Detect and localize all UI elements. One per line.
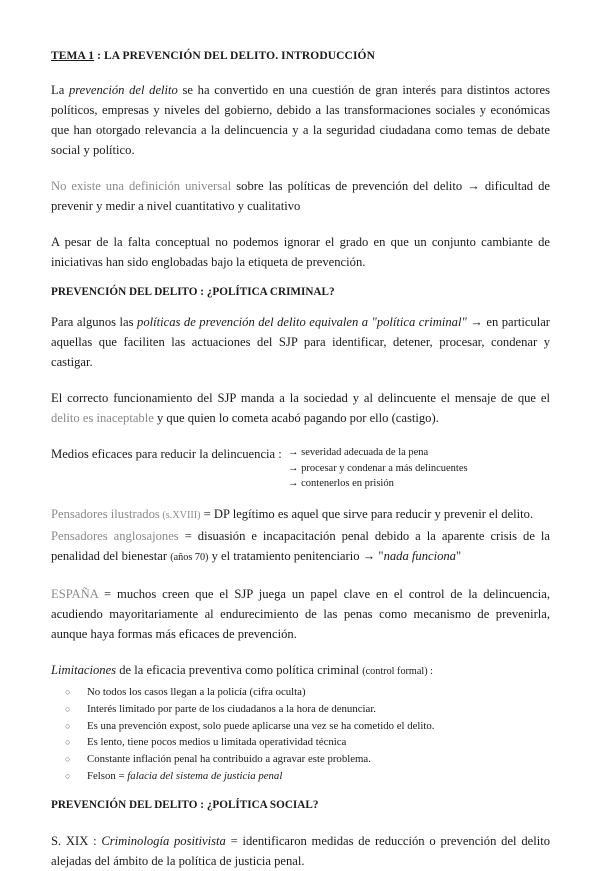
pensadores-paragraph	[51, 504, 550, 568]
list-item	[51, 734, 550, 751]
section-heading-social: PREVENCIÓN DEL DELITO : ¿POLÍTICA SOCIAL?	[51, 798, 319, 811]
limitaciones-text: de la eficacia preventiva como política criminal	[116, 663, 363, 677]
list-item-text: Es lento, tiene pocos medios u limitada operatividad técnica	[87, 736, 347, 749]
definition-paragraph	[51, 176, 550, 216]
list-item-text: No todos los casos llegan a la policía (cifra oculta)	[87, 686, 306, 698]
pesar-paragraph: A pesar de la falta conceptual no podemos ignorar el grado en que un conjunto cambiante de iniciativas han sido englobadas bajo la etiqueta de prevención.	[51, 235, 550, 269]
bullet-icon: ○	[65, 687, 71, 697]
bullet-icon: ○	[65, 737, 71, 748]
list-item-text: Felson =	[87, 769, 128, 782]
list-item-emphasis: falacia del sistema de justicia penal	[127, 769, 283, 782]
list-item-text: Interés limitado por parte de los ciudadanos a la hora de denunciar.	[87, 702, 377, 715]
correcto-paragraph	[51, 388, 550, 428]
medios-label: Medios eficaces para reducir la delincuencia :	[51, 447, 282, 461]
medios-item: → procesar y condenar a más delincuentes	[288, 462, 468, 474]
correcto-text-c: y que quien lo cometa acabó pagando por ello (castigo).	[153, 411, 439, 425]
bullet-icon: ○	[65, 770, 71, 781]
algunos-text-c: → en particular aquellas que faciliten las actuaciones del SJP para identificar, detener, procesar, condenar y castigar.	[51, 315, 550, 369]
algunos-text-a: Para algunos las	[51, 315, 138, 329]
medios-block	[51, 444, 550, 494]
xix-emphasis: Criminología positivista	[101, 833, 226, 848]
xix-text-c: = identificaron medidas de reducción o prevención del delito alejadas del ámbito de la política de justicia penal.	[51, 833, 551, 868]
limitaciones-intro	[51, 660, 550, 682]
bullet-icon: ○	[65, 703, 71, 714]
bullet-icon: ○	[65, 720, 71, 731]
pensadores-ilustrados-label: Pensadores ilustrados	[51, 507, 160, 521]
title-prefix: TEMA 1	[51, 50, 95, 62]
list-item	[51, 718, 550, 735]
intro-text-a: La	[51, 83, 69, 97]
espana-label: ESPAÑA	[51, 587, 99, 601]
list-item-text: Es una prevención expost, solo puede aplicarse una vez se ha cometido el delito.	[87, 719, 435, 732]
medios-item: → contenerlos en prisión	[288, 478, 394, 489]
list-item	[51, 701, 550, 718]
limitaciones-note: (control formal) :	[362, 666, 433, 677]
intro-text-c: se ha convertido en una cuestión de gran interés para distintos actores políticos, empresas y niveles del gobierno, debido a las transformaciones sociales y económicas que han otorgado relevancia a la delincuencia y a la seguridad ciudadana como temas de debate social y político.	[51, 83, 550, 157]
definition-text: sobre las políticas de prevención del delito → dificultad de prevenir y medir a nivel cuantitativo y cualitativo	[51, 179, 551, 213]
xix-text-a: S. XIX :	[51, 833, 102, 848]
pensadores-emphasis: nada funciona	[383, 549, 456, 563]
espana-paragraph	[51, 584, 550, 644]
correcto-text-a: El correcto funcionamiento del SJP manda a la sociedad y al delincuente el mensaje de que el	[51, 391, 550, 405]
list-item	[51, 684, 550, 701]
espana-text: = muchos creen que el SJP juega un papel clave en el control de la delincuencia, acudiendo mayoritariamente al endurecimiento de las penas como mecanismo de prevenirla, aunque haya formas más eficaces de prevención.	[51, 587, 550, 641]
algunos-emphasis: políticas de prevención del delito equivalen a "política criminal"	[137, 315, 467, 329]
bullet-icon: ○	[65, 754, 71, 765]
page-title	[51, 50, 550, 62]
intro-emphasis: prevención del delito	[68, 83, 178, 97]
correcto-highlight: delito es inaceptable	[51, 411, 154, 425]
section-heading-criminal: PREVENCIÓN DEL DELITO : ¿POLÍTICA CRIMINAL?	[51, 286, 335, 298]
pensadores-end: "	[455, 549, 462, 563]
list-item-text: Constante inflación penal ha contribuido a agravar este problema.	[87, 753, 371, 766]
title-rest: : LA PREVENCIÓN DEL DELITO. INTRODUCCIÓN	[94, 50, 375, 62]
intro-paragraph	[51, 80, 550, 160]
xix-paragraph	[51, 831, 550, 871]
limitaciones-emphasis: Limitaciones	[51, 663, 117, 677]
limitaciones-list	[51, 684, 550, 785]
document-page	[51, 50, 550, 871]
medios-item: → severidad adecuada de la pena	[288, 447, 429, 458]
algunos-paragraph	[51, 312, 550, 372]
pensadores-century: (s.XVIII)	[159, 510, 201, 521]
pensadores-anglosajones-label: Pensadores anglosajones	[51, 529, 179, 543]
pensadores-text-3: y el tratamiento penitenciario → "	[208, 549, 384, 563]
pensadores-text-2: = disuasión e incapacitación penal debido a la aparente crisis de la penalidad del bienestar	[51, 529, 550, 563]
pensadores-text-1: = DP legítimo es aquel que sirve para reducir y prevenir el delito.	[200, 507, 534, 521]
definition-highlight: No existe una definición universal	[51, 179, 232, 193]
pensadores-decade: (años 70)	[170, 552, 209, 563]
list-item	[51, 768, 550, 785]
list-item	[51, 751, 550, 768]
